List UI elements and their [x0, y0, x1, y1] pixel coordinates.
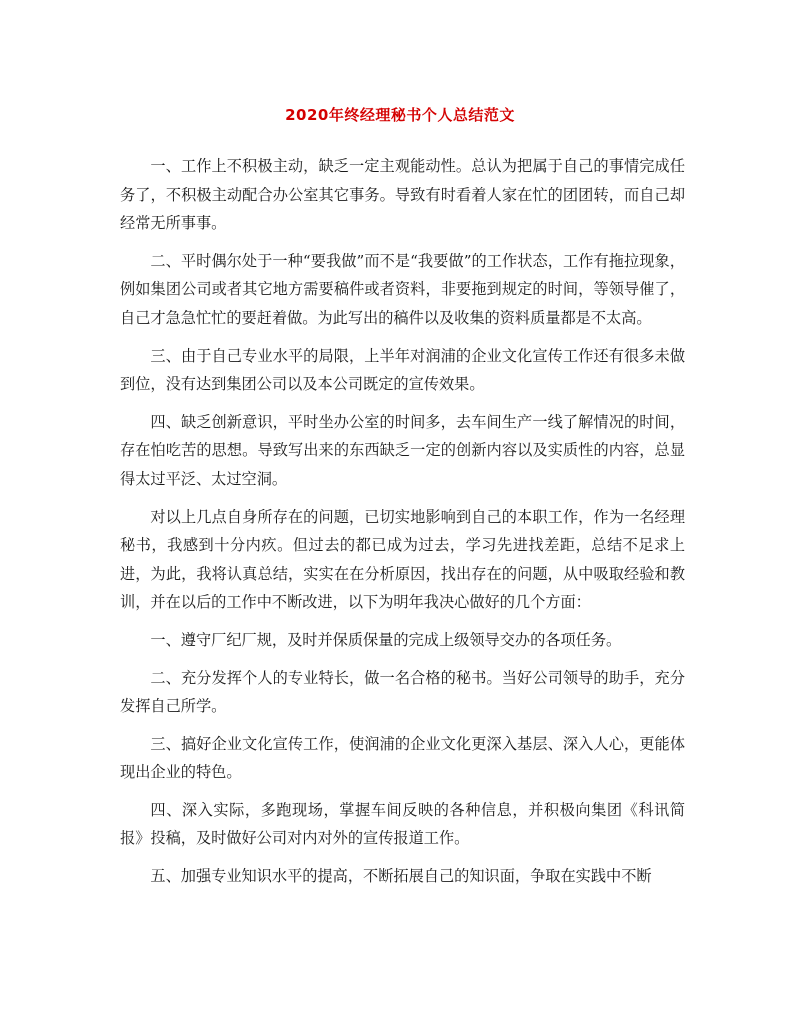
paragraph-3: 三、由于自己专业水平的局限，上半年对润浦的企业文化宣传工作还有很多未做到位，没有达到集团公司以及本公司既定的宣传效果。 [120, 346, 685, 394]
paragraph-9: 四、深入实际，多跑现场，掌握车间反映的各种信息，并积极向集团《科讯简报》投稿，及时做好公司对内对外的宣传报道工作。 [120, 800, 685, 848]
paragraph-2: 二、平时偶尔处于一种“要我做”而不是“我要做”的工作状态，工作有拖拉现象，例如集团公司或者其它地方需要稿件或者资料，非要拖到规定的时间，等领导催了，自己才急急忙忙的要赶着做。为此写出的稿件以及收集的资料质量都是不太高。 [120, 251, 685, 327]
paragraph-4: 四、缺乏创新意识，平时坐办公室的时间多，去车间生产一线了解情况的时间，存在怕吃苦的思想。导致写出来的东西缺乏一定的创新内容以及实质性的内容，总显得太过平泛、太过空洞。 [120, 412, 685, 488]
document-body [120, 152, 685, 900]
paragraph-1: 一、工作上不积极主动，缺乏一定主观能动性。总认为把属于自己的事情完成任务了，不积极主动配合办公室其它事务。导致有时看着人家在忙的团团转，而自己却经常无所事事。 [120, 157, 685, 233]
paragraph-8: 三、搞好企业文化宣传工作，使润浦的企业文化更深入基层、深入人心，更能体现出企业的特色。 [120, 734, 685, 782]
paragraph-10: 五、加强专业知识水平的提高，不断拓展自己的知识面，争取在实践中不断 [150, 867, 652, 886]
paragraph-6: 一、遵守厂纪厂规，及时并保质保量的完成上级领导交办的各项任务。 [150, 630, 622, 649]
paragraph-7: 二、充分发挥个人的专业特长，做一名合格的秘书。当好公司领导的助手，充分发挥自己所学。 [120, 668, 685, 716]
document-title: 2020年终经理秘书个人总结范文 [285, 106, 515, 124]
paragraph-5: 对以上几点自身所存在的问题，已切实地影响到自己的本职工作，作为一名经理秘书，我感到十分内疚。但过去的都已成为过去，学习先进找差距，总结不足求上进，为此，我将认真总结，实实在在分析原因，找出存在的问题，从中吸取经验和教训，并在以后的工作中不断改进，以下为明年我决心做好的几个方面： [120, 507, 685, 612]
